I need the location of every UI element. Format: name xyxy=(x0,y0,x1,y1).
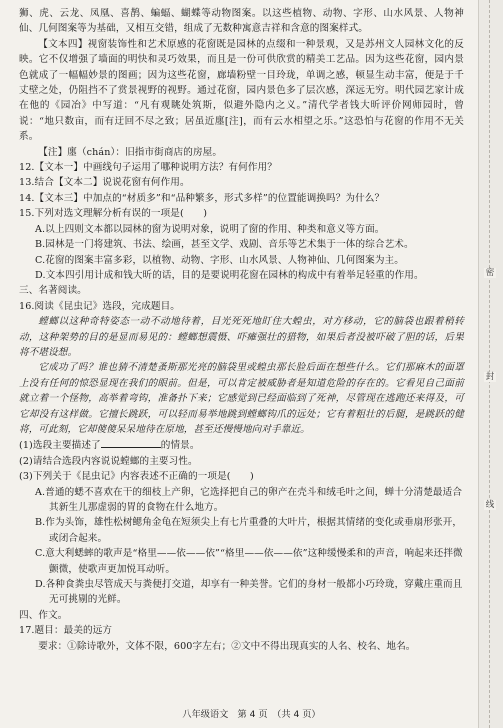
q16-option-c: C.意大利蟋蟀的歌声是“格里——依——依”“格里——依——依”这种缓慢柔和的声音，响起来还拌微颤微，使歌声更加悦耳动听。 xyxy=(35,548,463,575)
q16-sub-1-text: (1)选段主要描述了 xyxy=(19,440,101,452)
q16-option-a: A.普通的蟋不喜欢在干的细枝上产卵，它选择把自己的卵产在壳斗和绒毛叶之间，蝉十分清楚最适合其新生儿那虚弱的胃的食物在什么地方。 xyxy=(35,486,463,513)
excerpt-paragraph-1: 螳螂以这种奇特姿态一动不动地待着，目光死死地盯住大蝗虫，对方移动，它的脑袋也跟着稍转动，这种架势的目的是显而易见的：螳螂想震慑、吓瘫强壮的猎物，如果后者没被吓破了胆的话，后果将不堪设想。 xyxy=(19,316,464,358)
answer-blank[interactable] xyxy=(101,437,161,448)
q16-option-b: B.作为头饰，雄性松树鳃角金龟在短须尖上有七片重叠的大叶片，根据其情绪的变化或垂扇形张开，或闭合起来。 xyxy=(35,517,463,544)
q15-option-d: D.文本四引用计成和钱大昕的话，目的是要说明花窗在园林的构成中有着举足轻重的作用。 xyxy=(35,269,424,281)
margin-label-feng: 封 xyxy=(485,372,495,382)
q16-sub-2: (2)请结合选段内容说说螳螂的主要习性。 xyxy=(19,455,198,467)
question-14: 14.【文本三】中加点的“材质多”和“品种繁多，形式多样”的位置能调换吗？为什么？ xyxy=(19,192,385,204)
question-15: 15.下列对选文理解分析有误的一项是( ) xyxy=(19,208,208,220)
question-12: 12.【文本一】中画线句子运用了哪种说明方法？有何作用？ xyxy=(19,162,277,174)
section-3-heading: 三、名著阅读。 xyxy=(19,285,87,297)
q15-option-a: A.以上四则文本都以园林的窗为说明对象，说明了窗的作用、种类和意义等方面。 xyxy=(35,223,385,235)
q16-sub-1-tail: 的情景。 xyxy=(160,440,200,452)
binding-margin xyxy=(478,0,503,728)
passage-continuation: 狮、虎、云龙、凤凰、喜鹊、蝙蝠、蝴蝶等动物图案。以这些植物、动物、字形、山水风景、人物神仙、几何图案等为基础，又相互交错，组成了无数种寓意吉祥和含意的图案样式。 xyxy=(19,8,464,35)
margin-label-xian: 线 xyxy=(485,500,495,510)
q16-option-d: D.各种食粪虫尽管成天与粪便打交道，却享有一种美誉。它们的身材一般都小巧玲珑，穿戴庄重而且无可挑剔的光鲜。 xyxy=(35,579,463,606)
margin-label-mi: 密 xyxy=(485,268,495,278)
seal-line xyxy=(489,0,490,728)
q16-sub-3: (3)下列关于《昆虫记》内容表述不正确的一项是( ) xyxy=(19,471,254,483)
question-17: 17.题目：最美的远方 xyxy=(19,625,113,637)
page-footer: 八年级语文 第 4 页 （共 4 页） xyxy=(182,709,321,720)
excerpt-paragraph-2: 它成功了吗？谁也猜不清楚蚤斯那光亮的脑袋里或蝗虫那长脸后面在想些什么。它们那麻木的面罩上没有任何的惊恐显现在我们的眼前。但是，可以肯定被威胁者是知道危险的存在的。它看见自己面前就立着一个怪物，高举着弯钩，准备扑下来；它感觉到已经面临到了死神，尽管现在逃跑还来得及，可它却没有这样做。它擅长跳跃，可以轻而易举地跳到螳螂钩爪的远处；它有着粗壮的后腿，是跳跃的健将，可此刻，它却傻傻呆呆地待在原地，甚至还慢慢地向对手靠近。 xyxy=(19,362,464,435)
q15-option-c: C.花窗的图案丰富多彩，以植物、动物、字形、山水风景、人物神仙、几何图案为主。 xyxy=(35,254,404,266)
q16-sub-1 xyxy=(19,437,464,453)
question-16: 16.阅读《昆虫记》选段，完成题目。 xyxy=(19,300,180,312)
question-13: 13.结合【文本二】说说花窗有何作用。 xyxy=(19,177,190,189)
q15-option-b: B.园林是一门将建筑、书法、绘画，甚至文学、戏剧、音乐等艺术集于一体的综合艺术。 xyxy=(35,239,414,251)
section-4-heading: 四、作文。 xyxy=(19,609,68,621)
exam-content xyxy=(19,6,464,654)
footnote: 【注】廛（chán）：旧指市街商店的房屋。 xyxy=(38,146,223,158)
text-four: 【文本四】视窗装饰性和艺术原感的花窗既是园林的点缀和一种景观，又是苏州文人园林文化的反映。它不仅增强了墙面的明快和灵巧效果，而且是一份可供欣赏的精美工艺品。因为这些花窗，园内景色就成了一幅幅妙景的图画；因为这些花窗，廊墙粉壁一目玲珑，单调之感，顿显生动丰富，便是于千丈壁之处，仍阻挡不了赏景视野的视野。通过花窗，园内景色多了层次感，深远无穷。明代园艺家计成在他的《园冶》中写道：“凡有观眺处筑斯，似避外隐内之义。”清代学者钱大昕评价网师园时，曾说：“地只数亩，而有迂回不尽之致；居虽近廛[注]，而有云水相望之乐。”这恐怕与花窗的作用不无关系。 xyxy=(19,38,464,143)
essay-requirements: 要求：①除诗歌外，文体不限，600字左右；②文中不得出现真实的人名、校名、地名。 xyxy=(38,640,416,652)
